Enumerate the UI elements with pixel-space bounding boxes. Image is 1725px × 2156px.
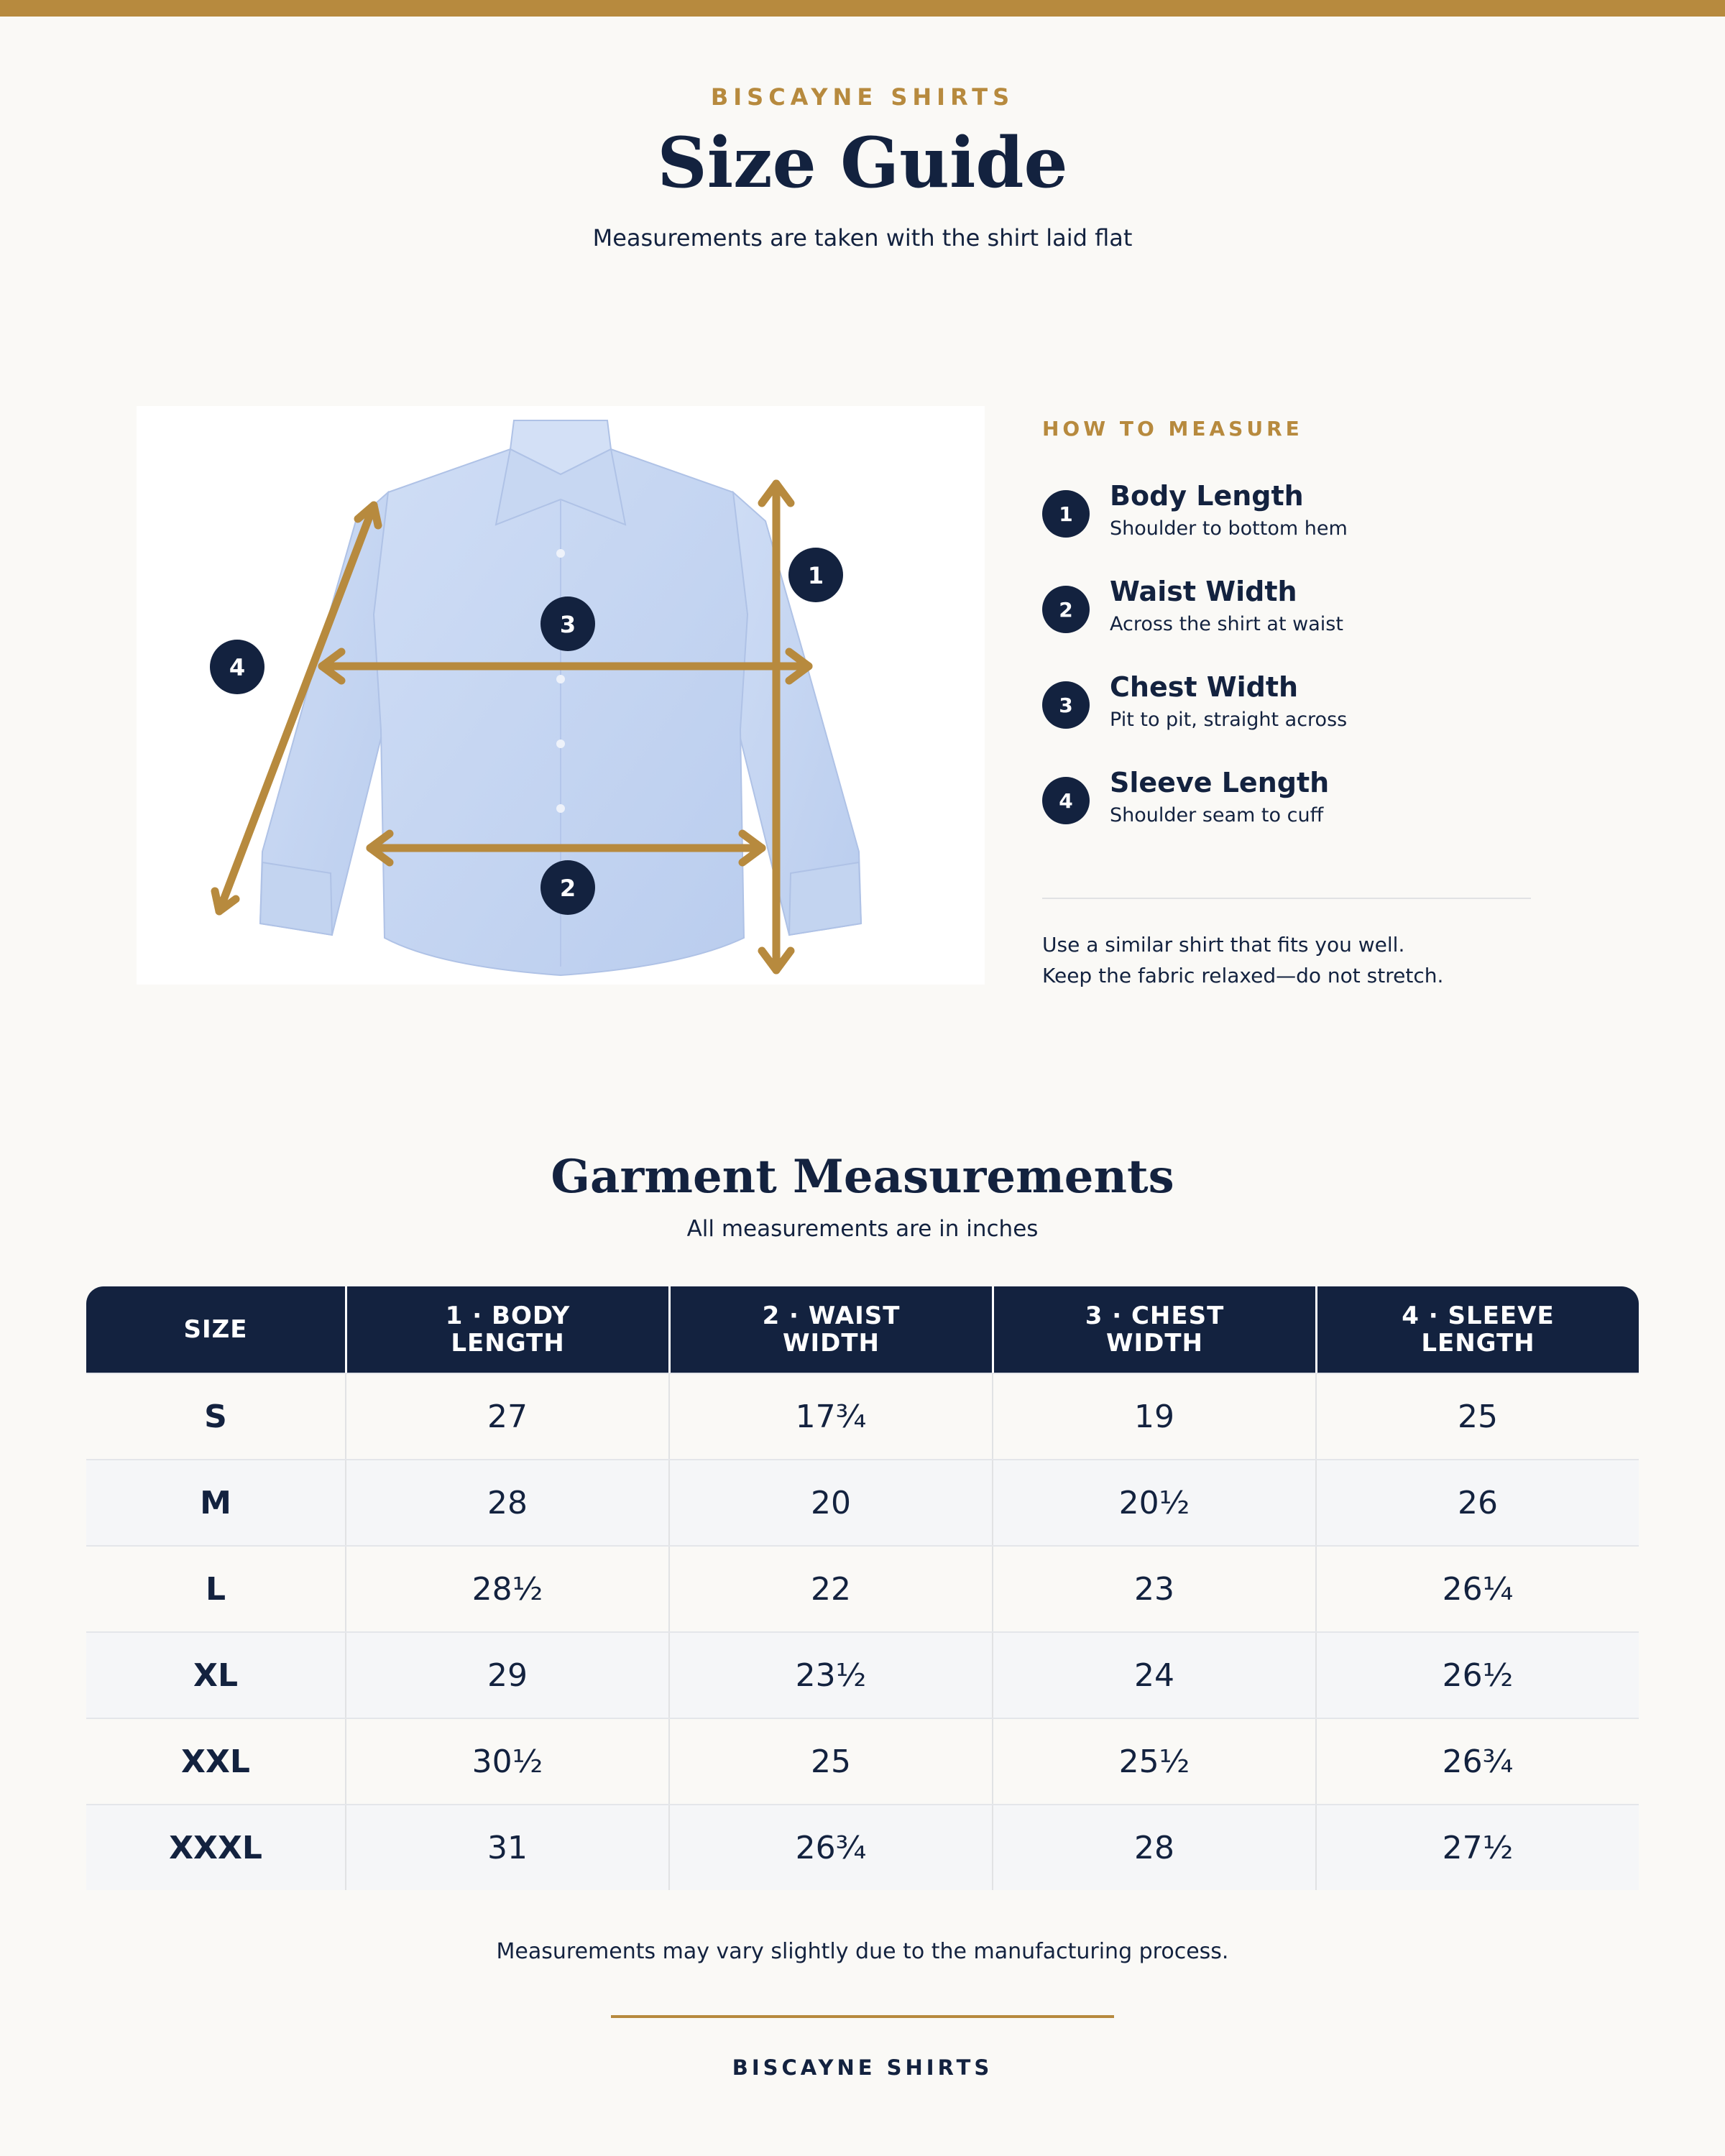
size-cell: XL (193, 1657, 238, 1694)
svg-text:1: 1 (807, 562, 824, 589)
marker-3 (540, 596, 595, 651)
measurement-cell: 20 (668, 1460, 992, 1545)
step-title: Chest Width (1110, 671, 1299, 703)
column-header: 4 · SLEEVE LENGTH (1315, 1286, 1639, 1373)
measure-tip (1042, 929, 1443, 991)
step-title: Waist Width (1110, 576, 1297, 607)
measurement-cell: 25 (668, 1719, 992, 1804)
step-description: Pit to pit, straight across (1110, 709, 1348, 731)
step-number: 1 (1042, 490, 1090, 538)
footer-rule (611, 2015, 1114, 2018)
measurement-cell: 22 (668, 1547, 992, 1631)
svg-text:2: 2 (559, 875, 576, 902)
measurement-cell: 26¾ (668, 1805, 992, 1890)
how-to-measure-panel (1042, 417, 1538, 826)
measurement-cell: 17¾ (668, 1374, 992, 1459)
svg-text:4: 4 (229, 654, 246, 681)
size-cell: L (205, 1570, 226, 1608)
measurement-cell: 28 (345, 1460, 668, 1545)
measurement-cell: 23½ (668, 1633, 992, 1718)
measurement-cell: 28½ (345, 1547, 668, 1631)
measurement-cell: 29 (345, 1633, 668, 1718)
measurement-cell: 20½ (992, 1460, 1315, 1545)
measurement-cell: 27½ (1315, 1805, 1639, 1890)
step-body-length (1042, 476, 1538, 555)
measurement-cell: 26 (1315, 1460, 1639, 1545)
measurement-cell: 25½ (992, 1719, 1315, 1804)
size-cell: XXXL (169, 1829, 262, 1866)
marker-4 (210, 640, 264, 694)
table-row (86, 1373, 1639, 1459)
step-title: Sleeve Length (1110, 767, 1330, 798)
table-row (86, 1718, 1639, 1804)
table-row (86, 1804, 1639, 1890)
how-to-measure-heading: HOW TO MEASURE (1042, 417, 1303, 441)
shirt-illustration (137, 406, 985, 985)
size-table (86, 1286, 1639, 1890)
step-description: Shoulder seam to cuff (1110, 804, 1324, 826)
table-row (86, 1459, 1639, 1545)
garment-title: Garment Measurements (551, 1150, 1174, 1204)
brand-name: BISCAYNE SHIRTS (710, 83, 1015, 111)
garment-subtitle: All measurements are in inches (686, 1216, 1039, 1242)
table-row (86, 1631, 1639, 1718)
svg-text:3: 3 (559, 611, 576, 638)
measurement-cell: 25 (1315, 1374, 1639, 1459)
measurement-cell: 26¼ (1315, 1547, 1639, 1631)
measurement-cell: 24 (992, 1633, 1315, 1718)
measurement-cell: 23 (992, 1547, 1315, 1631)
size-cell: XXL (181, 1743, 250, 1780)
step-chest-width (1042, 667, 1538, 746)
section-divider (1042, 898, 1531, 899)
step-title: Body Length (1110, 480, 1304, 512)
tip-line: Use a similar shirt that fits you well. (1042, 933, 1405, 957)
size-cell: S (204, 1398, 227, 1435)
size-cell: M (200, 1484, 231, 1521)
page-subtitle: Measurements are taken with the shirt laid flat (592, 224, 1133, 252)
tip-line: Keep the fabric relaxed—do not stretch. (1042, 964, 1444, 987)
step-number: 4 (1042, 777, 1090, 824)
measurement-cell: 27 (345, 1374, 668, 1459)
measurement-cell: 26½ (1315, 1633, 1639, 1718)
measurement-cell: 28 (992, 1805, 1315, 1890)
step-number: 2 (1042, 586, 1090, 633)
table-header (86, 1286, 1639, 1373)
step-waist-width (1042, 571, 1538, 650)
marker-1 (788, 548, 843, 602)
step-description: Shoulder to bottom hem (1110, 517, 1348, 540)
step-number: 3 (1042, 681, 1090, 729)
measurement-cell: 26¾ (1315, 1719, 1639, 1804)
top-accent-bar (0, 0, 1725, 17)
column-header: 1 · BODY LENGTH (345, 1286, 668, 1373)
step-description: Across the shirt at waist (1110, 613, 1343, 635)
step-sleeve-length (1042, 763, 1538, 842)
table-body (86, 1373, 1639, 1890)
marker-2 (540, 860, 595, 915)
page-title: Size Guide (657, 122, 1068, 203)
column-header: SIZE (183, 1315, 248, 1344)
measurement-cell: 30½ (345, 1719, 668, 1804)
shirt-diagram (137, 406, 985, 985)
footer-brand: BISCAYNE SHIRTS (732, 2055, 993, 2080)
table-row (86, 1545, 1639, 1631)
column-header: 2 · WAIST WIDTH (668, 1286, 992, 1373)
measurement-cell: 19 (992, 1374, 1315, 1459)
footer-note: Measurements may vary slightly due to the manufacturing process. (496, 1939, 1229, 1964)
column-header: 3 · CHEST WIDTH (992, 1286, 1315, 1373)
measurement-cell: 31 (345, 1805, 668, 1890)
